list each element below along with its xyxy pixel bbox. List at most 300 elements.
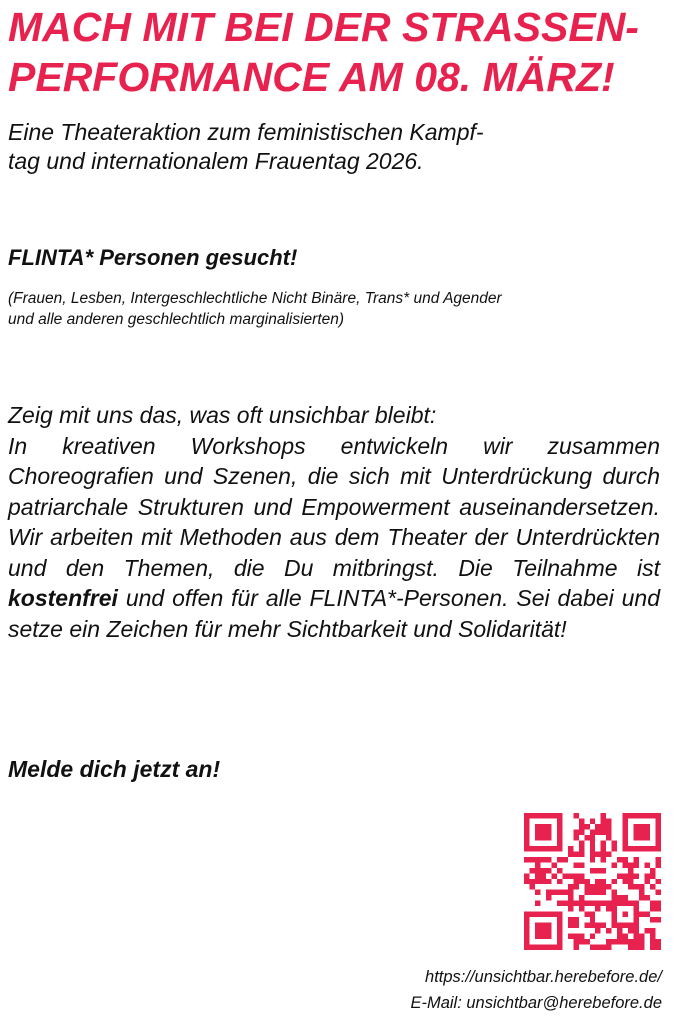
qr-module	[546, 890, 551, 895]
qr-module	[656, 906, 661, 911]
qr-module	[573, 901, 578, 906]
qr-module	[634, 862, 639, 867]
qr-module	[568, 901, 573, 906]
qr-module	[546, 813, 551, 818]
qr-module	[634, 835, 639, 840]
qr-module	[612, 890, 617, 895]
qr-module	[634, 945, 639, 950]
qr-module	[562, 890, 567, 895]
qr-module	[573, 862, 578, 867]
qr-module	[639, 829, 644, 834]
qr-module	[606, 829, 611, 834]
qr-module	[535, 873, 540, 878]
qr-module	[623, 934, 628, 939]
qr-module	[634, 923, 639, 928]
qr-module	[634, 824, 639, 829]
qr-module	[623, 879, 628, 884]
qr-module	[573, 923, 578, 928]
qr-module	[628, 862, 633, 867]
qr-module	[650, 945, 655, 950]
qr-module	[628, 939, 633, 944]
qr-module	[540, 824, 545, 829]
qr-module	[573, 939, 578, 944]
qr-module	[562, 873, 567, 878]
qr-module	[617, 895, 622, 900]
flinta-title: FLINTA* Personen gesucht!	[8, 245, 298, 270]
qr-module	[524, 818, 529, 823]
qr-module	[656, 890, 661, 895]
qr-module	[623, 846, 628, 851]
qr-module	[535, 835, 540, 840]
qr-module	[623, 873, 628, 878]
qr-module	[650, 906, 655, 911]
qr-module	[656, 846, 661, 851]
subline	[8, 118, 648, 176]
qr-module	[656, 879, 661, 884]
qr-module	[601, 846, 606, 851]
qr-module	[639, 939, 644, 944]
qr-module	[606, 818, 611, 823]
qr-module	[584, 879, 589, 884]
qr-module	[623, 840, 628, 845]
qr-module	[645, 928, 650, 933]
qr-module	[524, 824, 529, 829]
qr-module	[540, 835, 545, 840]
qr-module	[579, 901, 584, 906]
qr-module	[650, 917, 655, 922]
qr-module	[540, 912, 545, 917]
qr-module	[584, 884, 589, 889]
qr-module	[551, 945, 556, 950]
qr-module	[656, 818, 661, 823]
qr-module	[557, 912, 562, 917]
qr-module	[579, 846, 584, 851]
qr-module	[529, 813, 534, 818]
qr-module	[650, 884, 655, 889]
qr-module	[546, 846, 551, 851]
qr-module	[551, 813, 556, 818]
qr-module	[628, 923, 633, 928]
qr-module	[656, 857, 661, 862]
qr-module	[579, 824, 584, 829]
qr-module	[612, 879, 617, 884]
qr-module	[612, 906, 617, 911]
qr-module	[579, 934, 584, 939]
qr-module	[656, 824, 661, 829]
qr-module	[573, 851, 578, 856]
qr-module	[524, 840, 529, 845]
qr-module	[623, 835, 628, 840]
qr-module	[628, 945, 633, 950]
qr-module	[650, 939, 655, 944]
qr-module	[557, 868, 562, 873]
qr-module	[584, 912, 589, 917]
qr-module	[601, 901, 606, 906]
qr-module	[535, 912, 540, 917]
headline	[8, 2, 668, 102]
qr-module	[551, 890, 556, 895]
qr-module	[540, 928, 545, 933]
qr-module	[590, 829, 595, 834]
qr-module	[568, 851, 573, 856]
qr-module	[590, 868, 595, 873]
qr-module	[617, 928, 622, 933]
qr-module	[617, 939, 622, 944]
qr-module	[590, 846, 595, 851]
qr-module	[546, 857, 551, 862]
qr-module	[656, 917, 661, 922]
qr-module	[579, 873, 584, 878]
qr-module	[535, 824, 540, 829]
qr-module	[601, 851, 606, 856]
qr-module	[617, 873, 622, 878]
qr-module	[579, 906, 584, 911]
qr-module	[535, 846, 540, 851]
qr-module	[650, 846, 655, 851]
qr-module	[612, 846, 617, 851]
qr-module	[524, 846, 529, 851]
qr-module	[546, 835, 551, 840]
qr-module	[557, 923, 562, 928]
qr-module	[612, 917, 617, 922]
qr-module	[535, 901, 540, 906]
qr-module	[639, 934, 644, 939]
qr-module	[590, 901, 595, 906]
qr-module	[557, 917, 562, 922]
qr-module	[557, 829, 562, 834]
qr-module	[601, 840, 606, 845]
qr-module	[535, 862, 540, 867]
qr-module	[612, 901, 617, 906]
qr-module	[634, 857, 639, 862]
qr-module	[623, 829, 628, 834]
qr-module	[540, 934, 545, 939]
qr-module	[628, 879, 633, 884]
body-text-part-1: In kreativen Workshops entwickeln wir zusammen Choreografien und Szenen, die sich mit Unterdrückung durch patriarchale Strukturen und Empowerment auseinandersetzen. Wir arbeiten mit Methoden aus dem Theater der Unterdrückten und den Themen, die Du mitbringst. Die Teilnahme ist	[8, 432, 660, 581]
qr-module	[595, 879, 600, 884]
body-bold-kostenfrei: kostenfrei	[8, 585, 118, 611]
footer-email-link[interactable]: E-Mail: unsichtbar@herebefore.de	[410, 994, 662, 1012]
qr-module	[617, 934, 622, 939]
qr-module	[579, 840, 584, 845]
qr-module	[546, 868, 551, 873]
qr-module	[590, 945, 595, 950]
qr-module	[595, 884, 600, 889]
qr-module	[656, 835, 661, 840]
qr-module	[573, 934, 578, 939]
qr-module	[535, 857, 540, 862]
qr-module	[540, 873, 545, 878]
qr-module	[557, 901, 562, 906]
qr-module	[606, 835, 611, 840]
flinta-note-line-2: und alle anderen geschlechtlich marginalisierten)	[8, 311, 345, 328]
qr-module	[584, 824, 589, 829]
qr-module	[557, 934, 562, 939]
qr-module	[524, 917, 529, 922]
qr-module	[579, 829, 584, 834]
qr-module	[634, 934, 639, 939]
qr-module	[590, 934, 595, 939]
qr-module	[623, 901, 628, 906]
qr-module	[579, 851, 584, 856]
qr-module	[562, 857, 567, 862]
qr-module	[584, 901, 589, 906]
qr-module	[535, 923, 540, 928]
qr-module	[639, 813, 644, 818]
qr-module	[628, 846, 633, 851]
qr-module	[524, 813, 529, 818]
qr-module	[584, 890, 589, 895]
qr-module	[590, 835, 595, 840]
qr-module	[601, 829, 606, 834]
qr-module	[639, 824, 644, 829]
qr-module	[529, 945, 534, 950]
qr-module	[573, 945, 578, 950]
qr-module	[540, 923, 545, 928]
qr-module	[540, 829, 545, 834]
qr-module	[546, 879, 551, 884]
qr-module	[623, 912, 628, 917]
qr-module	[623, 824, 628, 829]
qr-module	[546, 895, 551, 900]
qr-module	[612, 912, 617, 917]
headline-line-1: MACH MIT BEI DER STRASSEN-	[8, 4, 639, 50]
qr-module	[568, 923, 573, 928]
qr-module	[656, 901, 661, 906]
qr-module	[595, 829, 600, 834]
qr-module	[601, 813, 606, 818]
qr-module	[606, 939, 611, 944]
qr-module	[557, 818, 562, 823]
qr-module	[573, 879, 578, 884]
qr-module	[540, 879, 545, 884]
qr-module	[634, 901, 639, 906]
qr-module	[557, 945, 562, 950]
qr-module	[656, 813, 661, 818]
qr-module	[535, 945, 540, 950]
qr-module	[546, 945, 551, 950]
qr-module	[595, 945, 600, 950]
qr-module	[628, 884, 633, 889]
qr-module	[535, 879, 540, 884]
qr-module	[540, 857, 545, 862]
qr-module	[557, 928, 562, 933]
qr-module	[540, 813, 545, 818]
qr-module	[535, 934, 540, 939]
qr-module	[639, 895, 644, 900]
qr-module	[634, 912, 639, 917]
qr-module	[540, 945, 545, 950]
qr-module	[590, 884, 595, 889]
qr-module	[557, 840, 562, 845]
qr-module	[524, 934, 529, 939]
qr-module	[606, 906, 611, 911]
qr-module	[568, 890, 573, 895]
qr-module	[628, 873, 633, 878]
qr-module	[606, 824, 611, 829]
qr-module	[579, 862, 584, 867]
qr-module	[623, 813, 628, 818]
qr-module	[650, 868, 655, 873]
qr-module	[568, 934, 573, 939]
qr-module	[595, 901, 600, 906]
qr-module	[590, 917, 595, 922]
qr-module	[557, 813, 562, 818]
qr-module	[590, 923, 595, 928]
qr-module	[617, 857, 622, 862]
qr-module	[628, 901, 633, 906]
qr-module	[557, 857, 562, 862]
qr-module	[529, 868, 534, 873]
qr-module	[612, 923, 617, 928]
qr-module	[529, 846, 534, 851]
subline-line-2: tag und internationalem Frauentag 2026.	[8, 148, 424, 174]
qr-module	[529, 884, 534, 889]
qr-module	[568, 873, 573, 878]
qr-module	[634, 813, 639, 818]
qr-module	[623, 895, 628, 900]
qr-module	[645, 835, 650, 840]
qr-module	[579, 939, 584, 944]
qr-module	[612, 895, 617, 900]
qr-module	[650, 934, 655, 939]
qr-module	[573, 835, 578, 840]
qr-module	[557, 890, 562, 895]
qr-module	[612, 862, 617, 867]
qr-module	[628, 813, 633, 818]
qr-module	[535, 928, 540, 933]
qr-module	[601, 824, 606, 829]
qr-module	[595, 824, 600, 829]
qr-module	[540, 868, 545, 873]
qr-module	[645, 813, 650, 818]
qr-module	[551, 846, 556, 851]
qr-module	[590, 890, 595, 895]
qr-module	[529, 879, 534, 884]
qr-module	[656, 840, 661, 845]
qr-module	[623, 939, 628, 944]
qr-module	[568, 895, 573, 900]
qr-module	[650, 901, 655, 906]
qr-module	[529, 912, 534, 917]
qr-module	[584, 939, 589, 944]
footer-url-link[interactable]: https://unsichtbar.herebefore.de/	[425, 968, 662, 986]
qr-module	[595, 851, 600, 856]
qr-module	[535, 868, 540, 873]
qr-module	[606, 884, 611, 889]
qr-module	[524, 857, 529, 862]
qr-module	[634, 884, 639, 889]
qr-module	[639, 835, 644, 840]
qr-module	[606, 928, 611, 933]
qr-module	[623, 923, 628, 928]
qr-module	[524, 879, 529, 884]
flinta-note-line-1: (Frauen, Lesben, Intergeschlechtliche Nicht Binäre, Trans* und Agender	[8, 290, 502, 307]
qr-module	[628, 928, 633, 933]
footer	[410, 964, 662, 1016]
qr-module	[551, 862, 556, 867]
qr-module	[524, 835, 529, 840]
call-to-action: Melde dich jetzt an!	[8, 756, 221, 782]
qr-module	[562, 901, 567, 906]
body-text	[8, 400, 660, 644]
qr-module	[634, 939, 639, 944]
qr-module	[573, 873, 578, 878]
qr-module	[573, 813, 578, 818]
qr-module	[634, 928, 639, 933]
qr-module	[612, 840, 617, 845]
qr-module	[645, 829, 650, 834]
qr-module	[590, 840, 595, 845]
qr-module	[529, 857, 534, 862]
qr-module	[546, 912, 551, 917]
qr-module	[524, 945, 529, 950]
subline-line-1: Eine Theateraktion zum feministischen Kampf-	[8, 119, 484, 145]
qr-module	[623, 862, 628, 867]
qr-module	[579, 879, 584, 884]
qr-module	[650, 873, 655, 878]
qr-module	[650, 928, 655, 933]
qr-module	[645, 895, 650, 900]
qr-module	[656, 862, 661, 867]
body-lead: Zeig mit uns das, was oft unsichbar bleibt:	[8, 402, 437, 428]
qr-module	[601, 868, 606, 873]
qr-module	[557, 939, 562, 944]
qr-module	[557, 846, 562, 851]
qr-module	[639, 945, 644, 950]
qr-module	[573, 917, 578, 922]
qr-module	[634, 906, 639, 911]
qr-module	[590, 851, 595, 856]
qr-module	[612, 939, 617, 944]
qr-module	[650, 813, 655, 818]
qr-module	[590, 912, 595, 917]
qr-module	[535, 813, 540, 818]
qr-module	[601, 818, 606, 823]
qr-module	[557, 824, 562, 829]
qr-module	[645, 846, 650, 851]
qr-module	[656, 829, 661, 834]
qr-module	[551, 912, 556, 917]
qr-module	[634, 873, 639, 878]
qr-module	[656, 939, 661, 944]
qr-module	[623, 818, 628, 823]
qr-module	[601, 945, 606, 950]
qr-code-icon[interactable]	[524, 813, 661, 950]
qr-module	[645, 879, 650, 884]
qr-module	[546, 934, 551, 939]
qr-module	[639, 912, 644, 917]
qr-module	[524, 923, 529, 928]
qr-module	[535, 829, 540, 834]
qr-module	[634, 846, 639, 851]
qr-module	[634, 917, 639, 922]
qr-module	[645, 862, 650, 867]
qr-module	[628, 868, 633, 873]
qr-module	[524, 912, 529, 917]
qr-module	[568, 846, 573, 851]
qr-module	[606, 901, 611, 906]
qr-module	[617, 901, 622, 906]
qr-module	[595, 906, 600, 911]
qr-module	[535, 890, 540, 895]
qr-module	[584, 835, 589, 840]
qr-module	[524, 939, 529, 944]
qr-module	[584, 923, 589, 928]
qr-module	[606, 851, 611, 856]
qr-module	[623, 857, 628, 862]
qr-module	[595, 890, 600, 895]
